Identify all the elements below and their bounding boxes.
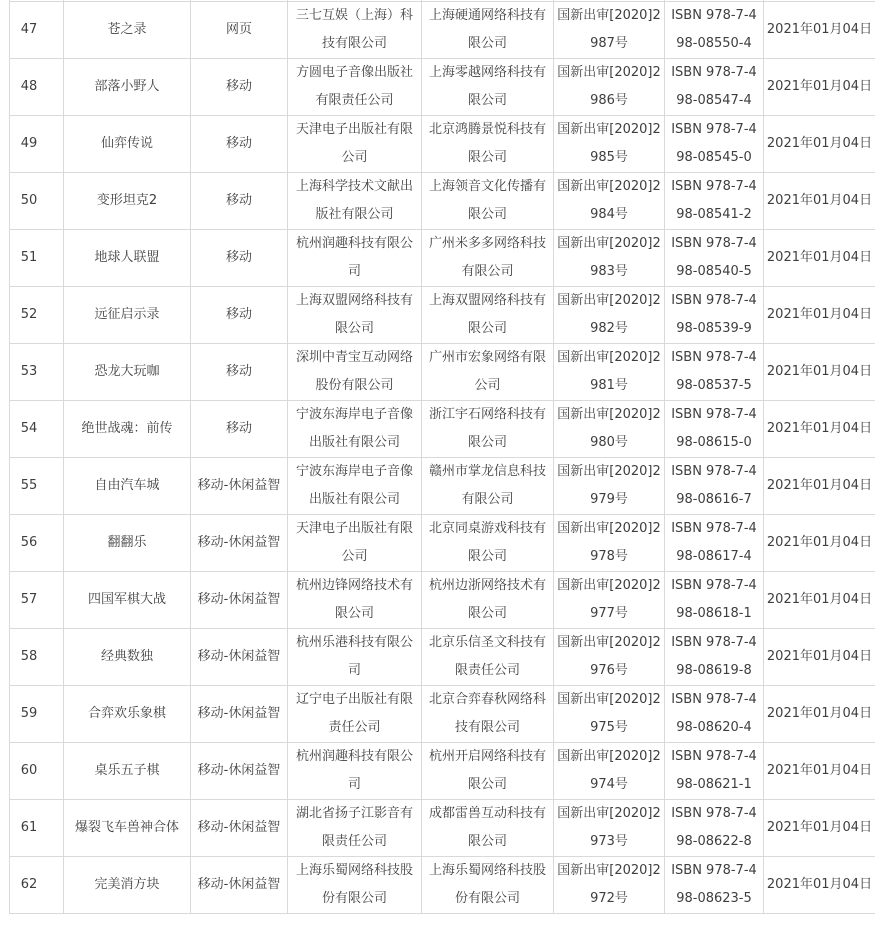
publisher-name: 上海乐蜀网络科技股份有限公司	[288, 857, 422, 914]
isbn-number: ISBN 978-7-498-08615-0	[665, 401, 764, 458]
game-name: 完美消方块	[64, 857, 191, 914]
publisher-name: 宁波东海岸电子音像出版社有限公司	[288, 458, 422, 515]
operator-name: 浙江宇石网络科技有限公司	[422, 401, 554, 458]
approval-date: 2021年01月04日	[764, 116, 875, 173]
approval-date: 2021年01月04日	[764, 629, 875, 686]
table-row	[10, 401, 875, 458]
isbn-number: ISBN 978-7-498-08545-0	[665, 116, 764, 173]
operator-name: 北京同桌游戏科技有限公司	[422, 515, 554, 572]
approval-number: 国新出审[2020]2977号	[554, 572, 665, 629]
game-type: 移动	[191, 287, 288, 344]
table-row	[10, 743, 875, 800]
publisher-name: 三七互娱（上海）科技有限公司	[288, 2, 422, 59]
operator-name: 杭州边浙网络技术有限公司	[422, 572, 554, 629]
row-number: 60	[10, 743, 64, 800]
table-row	[10, 2, 875, 59]
approval-date: 2021年01月04日	[764, 230, 875, 287]
game-type: 移动	[191, 344, 288, 401]
game-name: 恐龙大玩咖	[64, 344, 191, 401]
approval-date: 2021年01月04日	[764, 857, 875, 914]
row-number: 59	[10, 686, 64, 743]
game-name: 变形坦克2	[64, 173, 191, 230]
publisher-name: 上海双盟网络科技有限公司	[288, 287, 422, 344]
game-type: 移动	[191, 173, 288, 230]
row-number: 49	[10, 116, 64, 173]
row-number: 56	[10, 515, 64, 572]
approval-number: 国新出审[2020]2983号	[554, 230, 665, 287]
approval-number: 国新出审[2020]2987号	[554, 2, 665, 59]
table-row	[10, 287, 875, 344]
operator-name: 赣州市掌龙信息科技有限公司	[422, 458, 554, 515]
game-type: 移动	[191, 116, 288, 173]
table-row	[10, 458, 875, 515]
game-name: 仙弈传说	[64, 116, 191, 173]
publisher-name: 杭州边锋网络技术有限公司	[288, 572, 422, 629]
approval-date: 2021年01月04日	[764, 458, 875, 515]
table-row	[10, 230, 875, 287]
isbn-number: ISBN 978-7-498-08617-4	[665, 515, 764, 572]
approval-number: 国新出审[2020]2973号	[554, 800, 665, 857]
publisher-name: 天津电子出版社有限公司	[288, 116, 422, 173]
approval-date: 2021年01月04日	[764, 572, 875, 629]
publisher-name: 宁波东海岸电子音像出版社有限公司	[288, 401, 422, 458]
operator-name: 广州米多多网络科技有限公司	[422, 230, 554, 287]
game-type: 移动-休闲益智	[191, 743, 288, 800]
approval-date: 2021年01月04日	[764, 287, 875, 344]
game-type: 移动-休闲益智	[191, 800, 288, 857]
publisher-name: 方圆电子音像出版社有限责任公司	[288, 59, 422, 116]
game-type: 网页	[191, 2, 288, 59]
approval-number: 国新出审[2020]2974号	[554, 743, 665, 800]
approval-date: 2021年01月04日	[764, 515, 875, 572]
row-number: 48	[10, 59, 64, 116]
row-number: 47	[10, 2, 64, 59]
approval-number: 国新出审[2020]2986号	[554, 59, 665, 116]
table-row	[10, 800, 875, 857]
approval-number: 国新出审[2020]2976号	[554, 629, 665, 686]
publisher-name: 深圳中青宝互动网络股份有限公司	[288, 344, 422, 401]
table-row	[10, 344, 875, 401]
row-number: 55	[10, 458, 64, 515]
isbn-number: ISBN 978-7-498-08539-9	[665, 287, 764, 344]
game-name: 苍之录	[64, 2, 191, 59]
table-body	[10, 0, 875, 914]
operator-name: 上海零越网络科技有限公司	[422, 59, 554, 116]
game-name: 自由汽车城	[64, 458, 191, 515]
isbn-number: ISBN 978-7-498-08547-4	[665, 59, 764, 116]
isbn-number: ISBN 978-7-498-08540-5	[665, 230, 764, 287]
publisher-name: 湖北省扬子江影音有限责任公司	[288, 800, 422, 857]
game-type: 移动-休闲益智	[191, 686, 288, 743]
row-number: 57	[10, 572, 64, 629]
publisher-name: 杭州润趣科技有限公司	[288, 743, 422, 800]
row-number: 54	[10, 401, 64, 458]
game-type: 移动-休闲益智	[191, 458, 288, 515]
game-name: 地球人联盟	[64, 230, 191, 287]
game-name: 翻翻乐	[64, 515, 191, 572]
game-name: 合弈欢乐象棋	[64, 686, 191, 743]
isbn-number: ISBN 978-7-498-08623-5	[665, 857, 764, 914]
game-name: 桌乐五子棋	[64, 743, 191, 800]
game-approval-table	[9, 0, 875, 914]
isbn-number: ISBN 978-7-498-08541-2	[665, 173, 764, 230]
approval-number: 国新出审[2020]2981号	[554, 344, 665, 401]
publisher-name: 杭州乐港科技有限公司	[288, 629, 422, 686]
row-number: 50	[10, 173, 64, 230]
approval-date: 2021年01月04日	[764, 344, 875, 401]
isbn-number: ISBN 978-7-498-08622-8	[665, 800, 764, 857]
approval-date: 2021年01月04日	[764, 800, 875, 857]
approval-number: 国新出审[2020]2978号	[554, 515, 665, 572]
game-name: 爆裂飞车兽神合体	[64, 800, 191, 857]
operator-name: 杭州开启网络科技有限公司	[422, 743, 554, 800]
game-name: 经典数独	[64, 629, 191, 686]
isbn-number: ISBN 978-7-498-08619-8	[665, 629, 764, 686]
operator-name: 成都雷兽互动科技有限公司	[422, 800, 554, 857]
row-number: 62	[10, 857, 64, 914]
table-row	[10, 59, 875, 116]
game-type: 移动-休闲益智	[191, 857, 288, 914]
row-number: 52	[10, 287, 64, 344]
row-number: 51	[10, 230, 64, 287]
game-type: 移动-休闲益智	[191, 629, 288, 686]
game-type: 移动-休闲益智	[191, 572, 288, 629]
operator-name: 北京合弈春秋网络科技有限公司	[422, 686, 554, 743]
game-name: 远征启示录	[64, 287, 191, 344]
game-type: 移动	[191, 59, 288, 116]
approval-number: 国新出审[2020]2975号	[554, 686, 665, 743]
operator-name: 广州市宏象网络有限公司	[422, 344, 554, 401]
approval-number: 国新出审[2020]2980号	[554, 401, 665, 458]
isbn-number: ISBN 978-7-498-08621-1	[665, 743, 764, 800]
operator-name: 北京乐信圣文科技有限责任公司	[422, 629, 554, 686]
game-name: 四国军棋大战	[64, 572, 191, 629]
game-type: 移动	[191, 401, 288, 458]
isbn-number: ISBN 978-7-498-08620-4	[665, 686, 764, 743]
row-number: 53	[10, 344, 64, 401]
operator-name: 北京鸿腾景悦科技有限公司	[422, 116, 554, 173]
operator-name: 上海双盟网络科技有限公司	[422, 287, 554, 344]
table-row	[10, 572, 875, 629]
approval-number: 国新出审[2020]2984号	[554, 173, 665, 230]
isbn-number: ISBN 978-7-498-08618-1	[665, 572, 764, 629]
approval-date: 2021年01月04日	[764, 743, 875, 800]
publisher-name: 杭州润趣科技有限公司	[288, 230, 422, 287]
game-name: 绝世战魂：前传	[64, 401, 191, 458]
isbn-number: ISBN 978-7-498-08537-5	[665, 344, 764, 401]
row-number: 61	[10, 800, 64, 857]
approval-date: 2021年01月04日	[764, 173, 875, 230]
approval-date: 2021年01月04日	[764, 686, 875, 743]
approval-date: 2021年01月04日	[764, 401, 875, 458]
table-row	[10, 173, 875, 230]
approval-number: 国新出审[2020]2985号	[554, 116, 665, 173]
game-type: 移动	[191, 230, 288, 287]
game-type: 移动-休闲益智	[191, 515, 288, 572]
table-row	[10, 515, 875, 572]
approval-date: 2021年01月04日	[764, 59, 875, 116]
row-number: 58	[10, 629, 64, 686]
approval-date: 2021年01月04日	[764, 2, 875, 59]
publisher-name: 上海科学技术文献出版社有限公司	[288, 173, 422, 230]
game-name: 部落小野人	[64, 59, 191, 116]
approval-number: 国新出审[2020]2979号	[554, 458, 665, 515]
isbn-number: ISBN 978-7-498-08550-4	[665, 2, 764, 59]
operator-name: 上海领音文化传播有限公司	[422, 173, 554, 230]
table-row	[10, 857, 875, 914]
approval-number: 国新出审[2020]2972号	[554, 857, 665, 914]
table-row	[10, 116, 875, 173]
table-row	[10, 629, 875, 686]
operator-name: 上海硬通网络科技有限公司	[422, 2, 554, 59]
operator-name: 上海乐蜀网络科技股份有限公司	[422, 857, 554, 914]
publisher-name: 天津电子出版社有限公司	[288, 515, 422, 572]
publisher-name: 辽宁电子出版社有限责任公司	[288, 686, 422, 743]
table-row	[10, 686, 875, 743]
approval-number: 国新出审[2020]2982号	[554, 287, 665, 344]
isbn-number: ISBN 978-7-498-08616-7	[665, 458, 764, 515]
